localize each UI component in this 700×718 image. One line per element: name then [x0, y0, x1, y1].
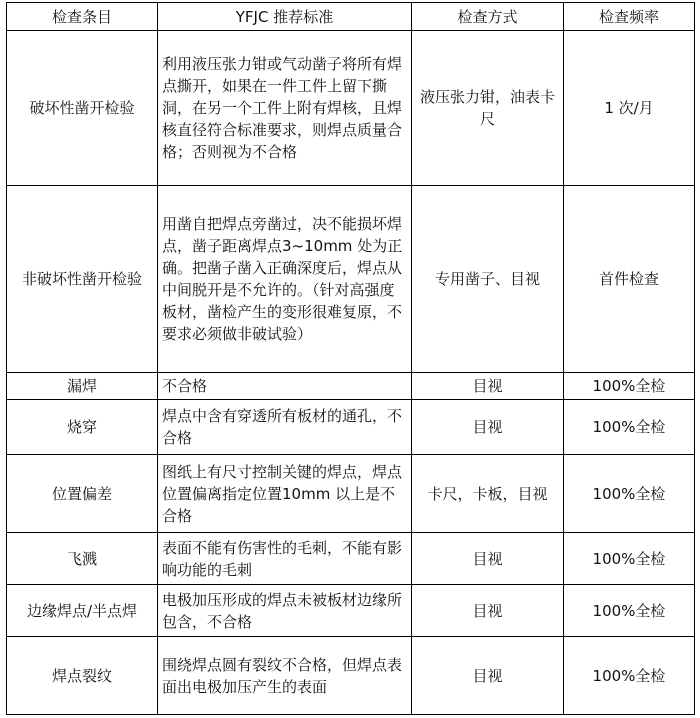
- table-row: [7, 585, 695, 637]
- method-cell: 目视: [412, 585, 564, 637]
- frequency-cell: 100%全检: [564, 373, 695, 400]
- table-row: [7, 186, 695, 373]
- frequency-cell: 100%全检: [564, 455, 695, 533]
- table-row: [7, 455, 695, 533]
- method-cell: 液压张力钳，油表卡尺: [412, 31, 564, 186]
- item-cell: 飞溅: [7, 533, 158, 585]
- table-row: [7, 31, 695, 186]
- table-row: [7, 533, 695, 585]
- method-cell: 目视: [412, 373, 564, 400]
- header-item: 检查条目: [7, 3, 158, 31]
- method-cell: 目视: [412, 637, 564, 715]
- method-cell: 目视: [412, 400, 564, 455]
- inspection-table: [6, 2, 695, 715]
- standard-cell: 围绕焊点圆有裂纹不合格，但焊点表面出电极加压产生的表面: [158, 637, 412, 715]
- item-cell: 非破坏性凿开检验: [7, 186, 158, 373]
- frequency-cell: 首件检查: [564, 186, 695, 373]
- header-row: [7, 3, 695, 31]
- standard-cell: 表面不能有伤害性的毛刺，不能有影响功能的毛刺: [158, 533, 412, 585]
- table-row: [7, 637, 695, 715]
- frequency-cell: 100%全检: [564, 400, 695, 455]
- item-cell: 漏焊: [7, 373, 158, 400]
- table-row: [7, 400, 695, 455]
- item-cell: 焊点裂纹: [7, 637, 158, 715]
- frequency-cell: 100%全检: [564, 533, 695, 585]
- standard-cell: 焊点中含有穿透所有板材的通孔，不合格: [158, 400, 412, 455]
- header-standard: YFJC 推荐标准: [158, 3, 412, 31]
- standard-cell: 用凿自把焊点旁凿过，决不能损坏焊点，凿子距离焊点3~10mm 处为正确。把凿子凿入正确深度后，焊点从中间脱开是不允许的。（针对高强度板材，凿检产生的变形很难复原，不要求必须做非破试验）: [158, 186, 412, 373]
- method-cell: 专用凿子、目视: [412, 186, 564, 373]
- standard-cell: 图纸上有尺寸控制关键的焊点，焊点位置偏离指定位置10mm 以上是不合格: [158, 455, 412, 533]
- standard-cell: 不合格: [158, 373, 412, 400]
- frequency-cell: 100%全检: [564, 637, 695, 715]
- inspection-table-container: [6, 2, 695, 715]
- item-cell: 位置偏差: [7, 455, 158, 533]
- item-cell: 边缘焊点/半点焊: [7, 585, 158, 637]
- header-method: 检查方式: [412, 3, 564, 31]
- item-cell: 破坏性凿开检验: [7, 31, 158, 186]
- header-frequency: 检查频率: [564, 3, 695, 31]
- standard-cell: 利用液压张力钳或气动凿子将所有焊点撕开，如果在一件工件上留下撕洞，在另一个工件上附有焊核，且焊核直径符合标准要求，则焊点质量合格；否则视为不合格: [158, 31, 412, 186]
- table-row: [7, 373, 695, 400]
- method-cell: 目视: [412, 533, 564, 585]
- item-cell: 烧穿: [7, 400, 158, 455]
- frequency-cell: 1 次/月: [564, 31, 695, 186]
- frequency-cell: 100%全检: [564, 585, 695, 637]
- standard-cell: 电极加压形成的焊点未被板材边缘所包含，不合格: [158, 585, 412, 637]
- method-cell: 卡尺，卡板，目视: [412, 455, 564, 533]
